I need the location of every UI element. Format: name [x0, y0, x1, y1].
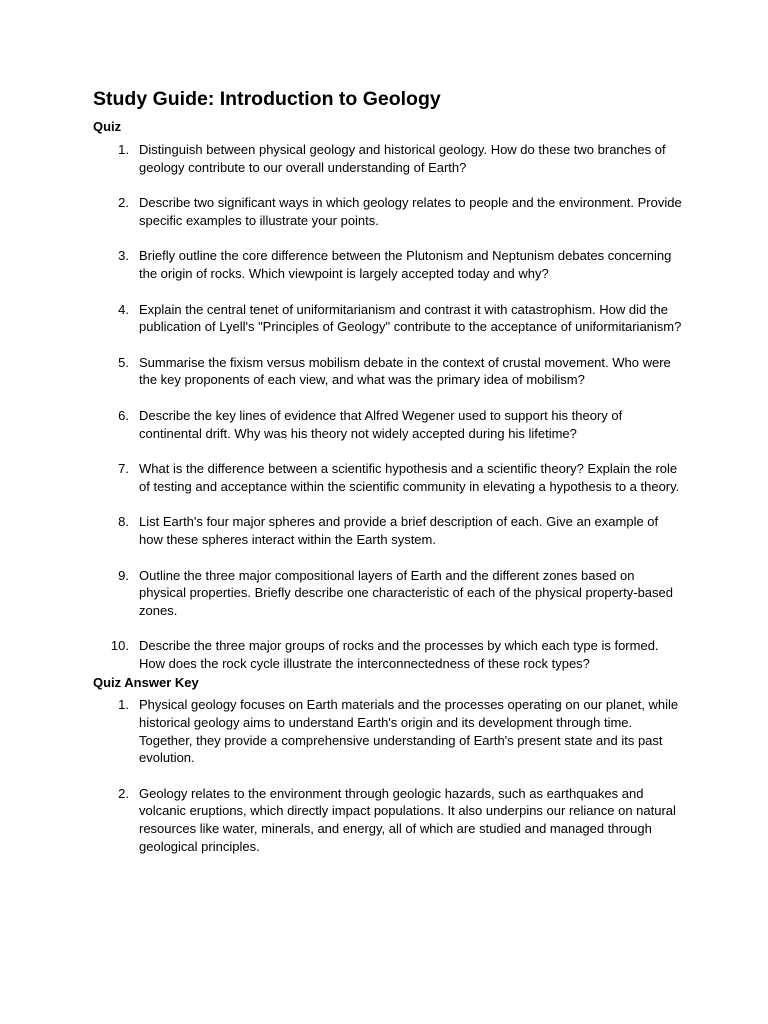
quiz-item-number: 1. [118, 142, 129, 157]
quiz-item-text: Explain the central tenet of uniformitarianism and contrast it with catastrophism. How did the publication of Lyell's "Principles of Geology" contribute to the acceptance of uniformitarianism? [139, 301, 682, 335]
quiz-item-number: 6. [118, 407, 129, 423]
answer-item-text: Geology relates to the environment through geologic hazards, such as earthquakes and volcanic eruptions, which directly impact populations. It also underpins our reliance on natural resources like water, minerals, and energy, all of which are studied and managed through geological principles. [139, 785, 676, 854]
answer-item [93, 785, 683, 855]
quiz-item [93, 460, 683, 495]
quiz-item [93, 637, 683, 672]
quiz-item [93, 513, 683, 548]
quiz-item-text: List Earth's four major spheres and provide a brief description of each. Give an example of how these spheres interact within the Earth system. [139, 514, 659, 547]
quiz-item-text: Outline the three major compositional layers of Earth and the different zones based on physical properties. Briefly describe one characteristic of each of the physical property-based zones. [139, 567, 673, 618]
document-title: Study Guide: Introduction to Geology [93, 88, 441, 110]
quiz-item [93, 567, 683, 620]
answer-key-list [93, 696, 683, 855]
quiz-item-text: Summarise the fixism versus mobilism debate in the context of crustal movement. Who were the key proponents of each view, and what was the primary idea of mobilism? [139, 354, 671, 388]
quiz-item-number: 9. [118, 567, 129, 583]
answer-item [93, 696, 683, 766]
quiz-item [93, 247, 683, 282]
quiz-item-text: Describe two significant ways in which geology relates to people and the environment. Provide specific examples to illustrate your points. [139, 195, 682, 228]
quiz-item [93, 407, 683, 442]
quiz-item [93, 194, 683, 229]
quiz-item-text: Briefly outline the core difference between the Plutonism and Neptunism debates concerning the origin of rocks. Which viewpoint is largely accepted today and why? [139, 248, 672, 281]
answer-item-number: 2. [118, 785, 129, 801]
quiz-item-number: 2. [118, 195, 129, 211]
quiz-item-text: Describe the three major groups of rocks and the processes by which each type is formed. How does the rock cycle illustrate the interconnectedness of these rock types? [139, 638, 659, 671]
answer-item-text: Physical geology focuses on Earth materials and the processes operating on our planet, while historical geology aims to understand Earth's origin and its development through time. Together, they provide a comprehensive understanding of Earth's present state and its past evolution. [139, 697, 679, 766]
quiz-list [93, 141, 683, 672]
answer-item-number: 1. [118, 697, 129, 713]
quiz-item-number: 7. [118, 461, 129, 477]
quiz-item [93, 301, 683, 336]
quiz-item [93, 141, 683, 176]
document-page [93, 86, 683, 855]
quiz-item-text: What is the difference between a scientific hypothesis and a scientific theory? Explain the role of testing and acceptance within the scientific community in elevating a hypothesis to a theory. [139, 461, 680, 494]
quiz-item-text: Distinguish between physical geology and historical geology. How do these two branches of geology contribute to our overall understanding of Earth? [139, 142, 666, 175]
quiz-item-text: Describe the key lines of evidence that Alfred Wegener used to support his theory of continental drift. Why was his theory not widely accepted during his lifetime? [139, 407, 623, 441]
quiz-item-number: 4. [118, 301, 129, 317]
quiz-item-number: 8. [118, 514, 129, 530]
quiz-item [93, 354, 683, 389]
quiz-item-number: 10. [110, 638, 129, 654]
quiz-item-number: 5. [118, 354, 129, 370]
quiz-item-number: 3. [118, 248, 129, 264]
quiz-heading: Quiz [93, 119, 122, 134]
answer-key-heading: Quiz Answer Key [93, 675, 199, 691]
